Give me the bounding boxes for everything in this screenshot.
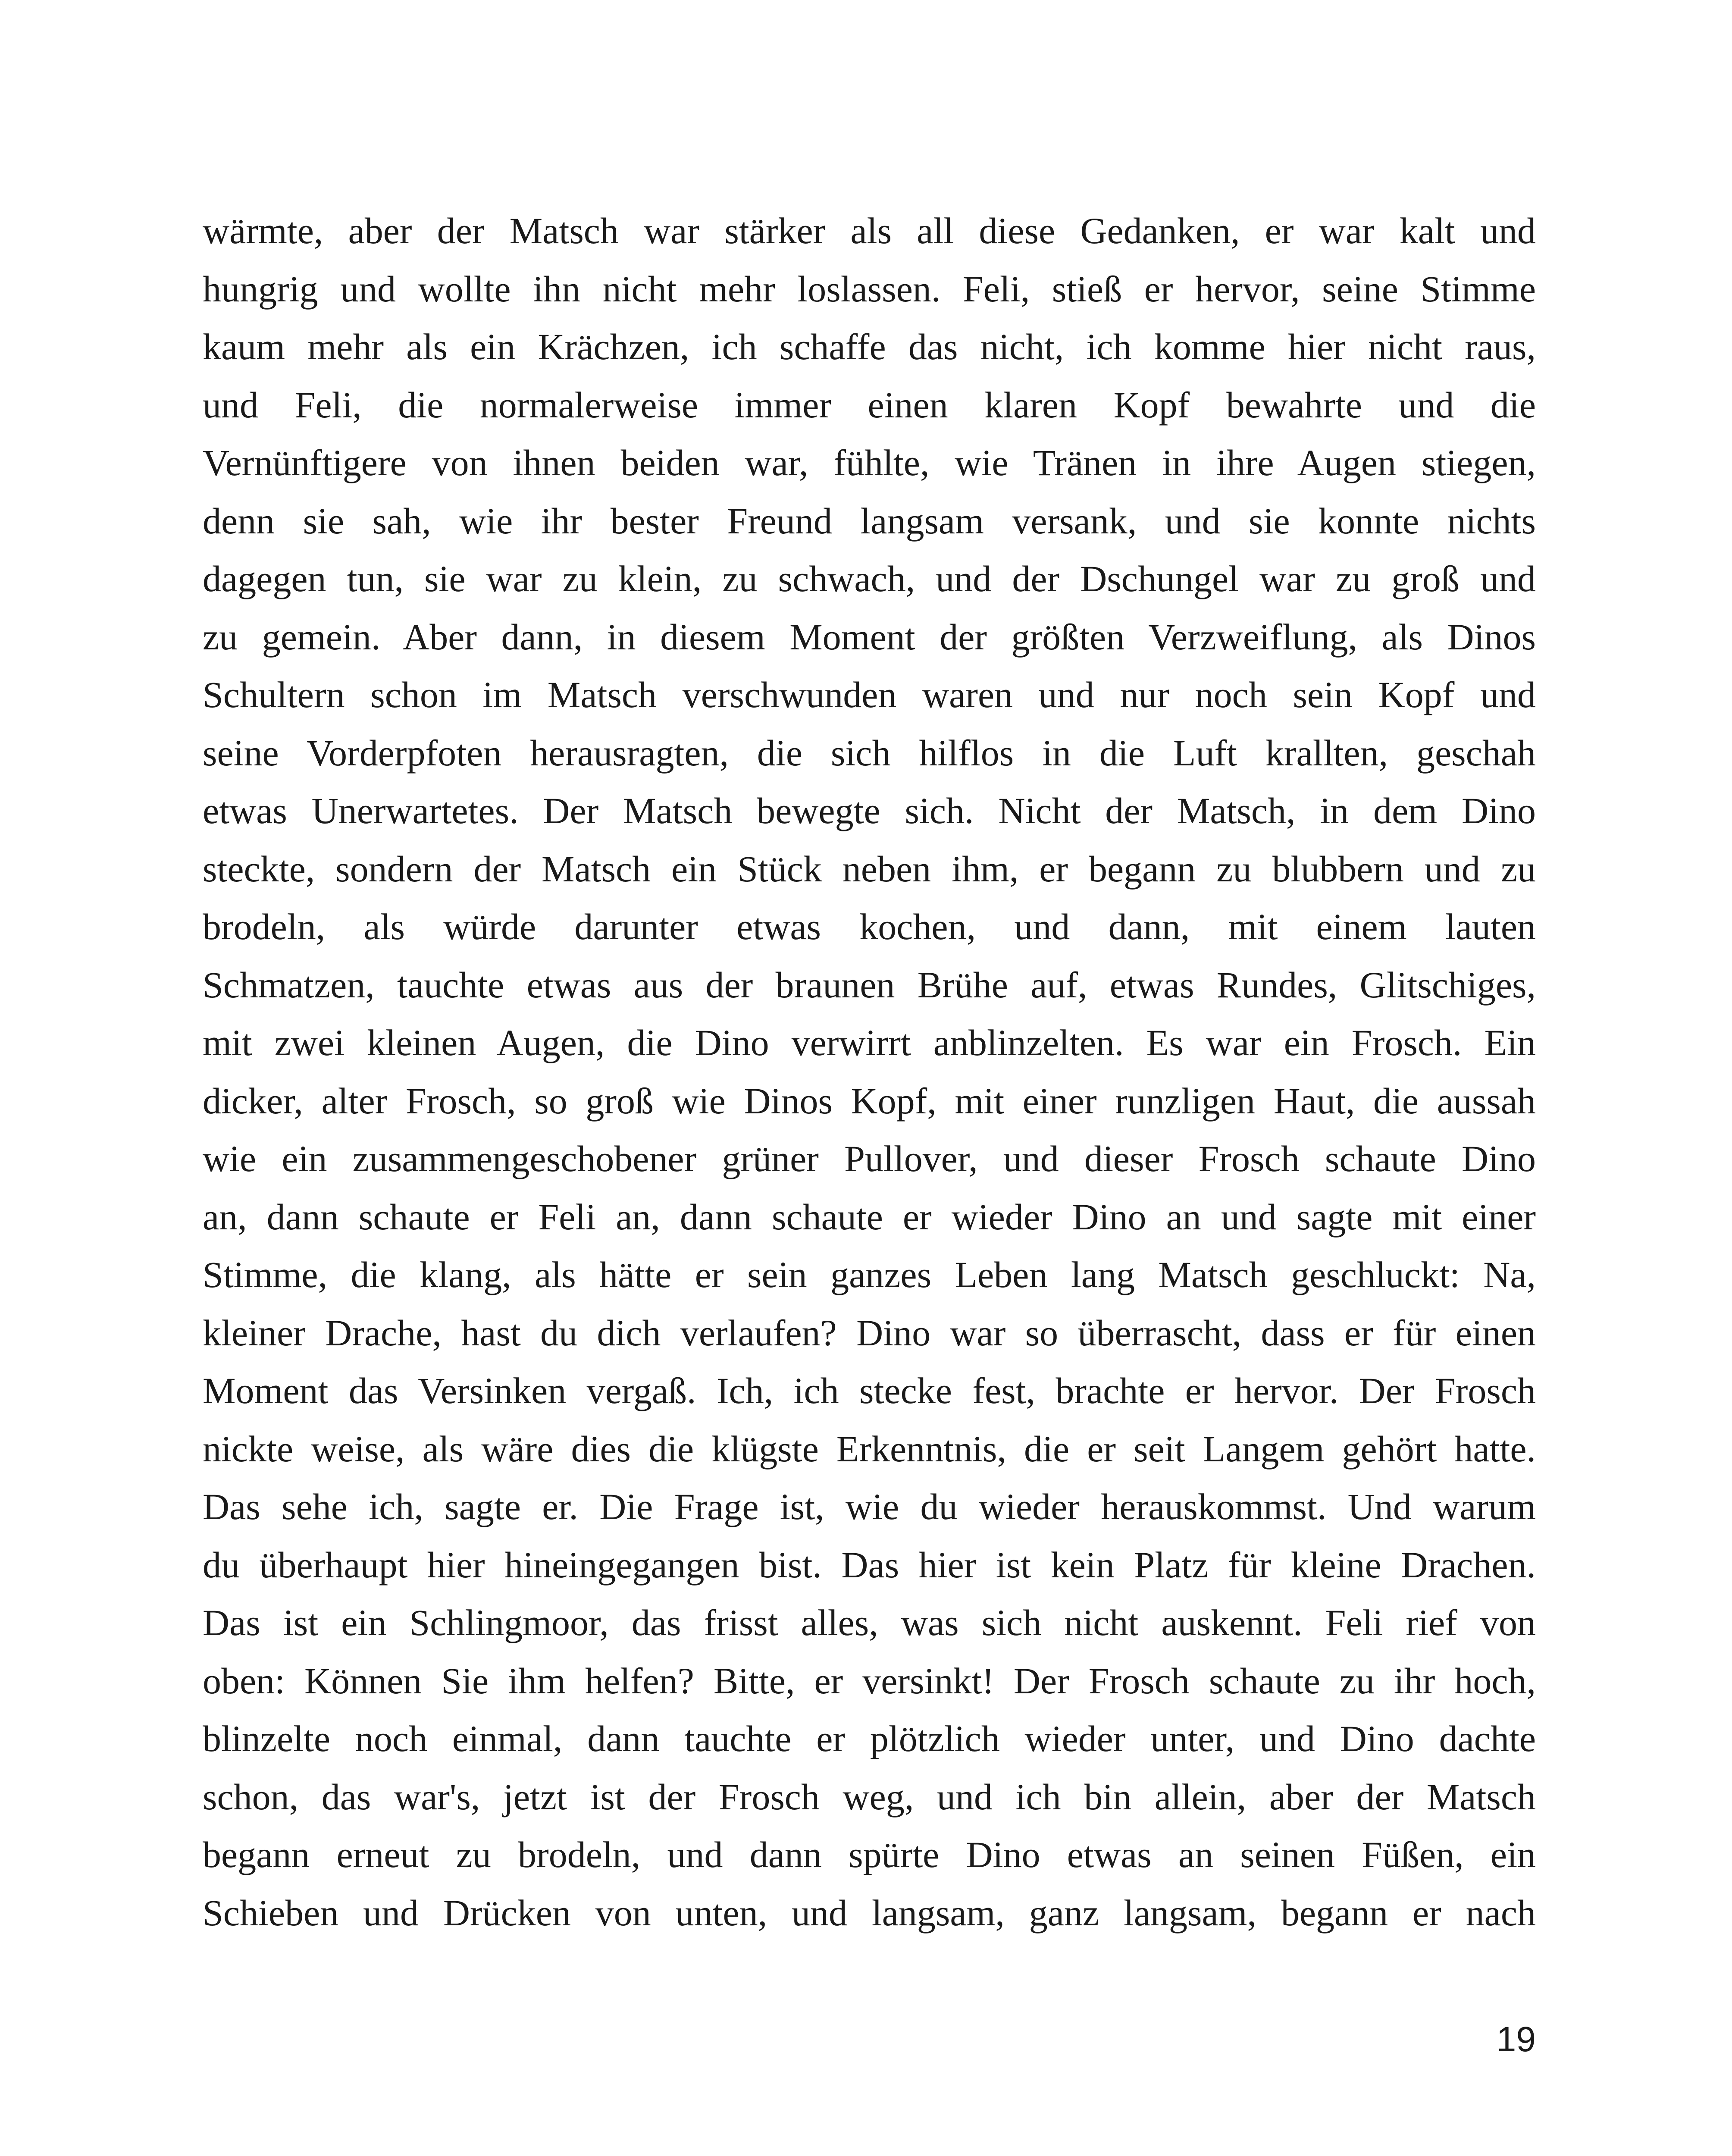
page-number: 19 [1496, 2020, 1536, 2059]
text-line: zu gemein. Aber dann, in diesem Moment der größten Verzweiflung, als Dinos [203, 616, 1536, 658]
body-paragraph [203, 202, 1536, 1942]
text-line: steckte, sondern der Matsch ein Stück neben ihm, er begann zu blubbern und zu [203, 848, 1536, 890]
text-line: wie ein zusammengeschobener grüner Pullover, und dieser Frosch schaute Dino [203, 1138, 1536, 1179]
text-line: oben: Können Sie ihm helfen? Bitte, er versinkt! Der Frosch schaute zu ihr hoch, [203, 1660, 1536, 1702]
text-line: kleiner Drache, hast du dich verlaufen? Dino war so überrascht, dass er für einen [203, 1312, 1536, 1354]
text-line: dicker, alter Frosch, so groß wie Dinos Kopf, mit einer runzligen Haut, die aussah [203, 1080, 1536, 1122]
text-line: mit zwei kleinen Augen, die Dino verwirrt anblinzelten. Es war ein Frosch. Ein [203, 1022, 1536, 1063]
text-line: Schmatzen, tauchte etwas aus der braunen Brühe auf, etwas Rundes, Glitschiges, [203, 964, 1536, 1006]
text-line: an, dann schaute er Feli an, dann schaute er wieder Dino an und sagte mit einer [203, 1196, 1536, 1238]
text-line: kaum mehr als ein Krächzen, ich schaffe das nicht, ich komme hier nicht raus, [203, 326, 1536, 367]
text-line: hungrig und wollte ihn nicht mehr loslassen. Feli, stieß er hervor, seine Stimme [203, 268, 1536, 310]
text-line: blinzelte noch einmal, dann tauchte er plötzlich wieder unter, und Dino dachte [203, 1718, 1536, 1759]
text-line: Schultern schon im Matsch verschwunden waren und nur noch sein Kopf und [203, 674, 1536, 715]
text-line: Stimme, die klang, als hätte er sein ganzes Leben lang Matsch geschluckt: Na, [203, 1254, 1536, 1295]
text-line: nickte weise, als wäre dies die klügste Erkenntnis, die er seit Langem gehört hatte. [203, 1428, 1536, 1470]
text-line: etwas Unerwartetes. Der Matsch bewegte sich. Nicht der Matsch, in dem Dino [203, 790, 1536, 831]
text-line: dagegen tun, sie war zu klein, zu schwach, und der Dschungel war zu groß und [203, 558, 1536, 599]
text-line: Vernünftigere von ihnen beiden war, fühlte, wie Tränen in ihre Augen stiegen, [203, 442, 1536, 483]
text-line: Moment das Versinken vergaß. Ich, ich stecke fest, brachte er hervor. Der Frosch [203, 1370, 1536, 1411]
text-line: Schieben und Drücken von unten, und langsam, ganz langsam, begann er nach [203, 1892, 1536, 1934]
text-line: Das ist ein Schlingmoor, das frisst alles, was sich nicht auskennt. Feli rief von [203, 1602, 1536, 1643]
text-line: wärmte, aber der Matsch war stärker als all diese Gedanken, er war kalt und [203, 210, 1536, 251]
text-line: begann erneut zu brodeln, und dann spürte Dino etwas an seinen Füßen, ein [203, 1834, 1536, 1875]
text-line: denn sie sah, wie ihr bester Freund langsam versank, und sie konnte nichts [203, 500, 1536, 542]
text-line: seine Vorderpfoten herausragten, die sich hilflos in die Luft krallten, geschah [203, 732, 1536, 774]
text-line: du überhaupt hier hineingegangen bist. Das hier ist kein Platz für kleine Drachen. [203, 1544, 1536, 1586]
text-line: Das sehe ich, sagte er. Die Frage ist, wie du wieder herauskommst. Und warum [203, 1486, 1536, 1527]
text-line: schon, das war's, jetzt ist der Frosch weg, und ich bin allein, aber der Matsch [203, 1776, 1536, 1818]
text-line: und Feli, die normalerweise immer einen klaren Kopf bewahrte und die [203, 384, 1536, 426]
text-line: brodeln, als würde darunter etwas kochen, und dann, mit einem lauten [203, 906, 1536, 947]
